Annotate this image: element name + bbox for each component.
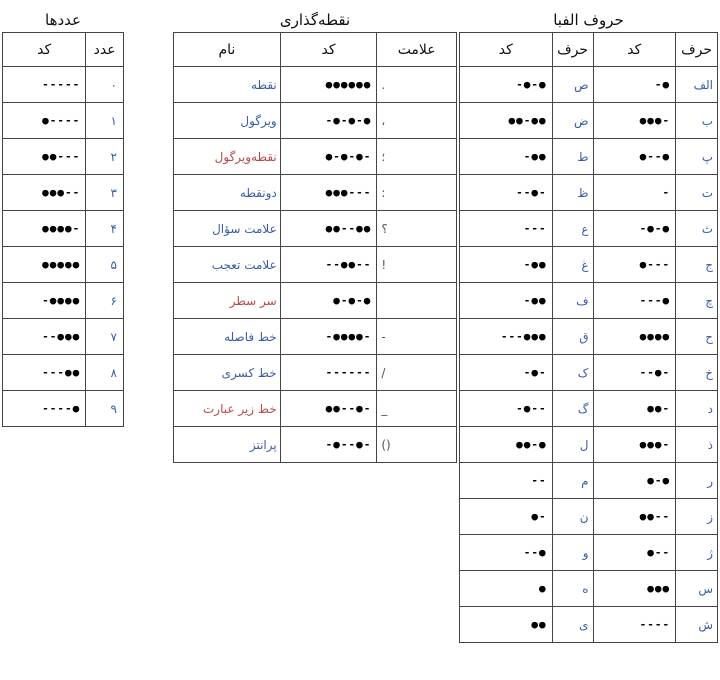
table-row [3,247,124,283]
punctuation-sign-cell: ، [377,103,457,139]
table-row [460,247,718,283]
letter-code-cell: -● [593,67,676,103]
letter-cell: ز [676,499,718,535]
table-row [460,355,718,391]
number-code-cell: --●●● [3,319,86,355]
letter-cell: ش [676,607,718,643]
digit-cell: ۵ [86,247,124,283]
table-row [460,103,718,139]
punctuation-code-cell: -●●●●- [280,319,377,355]
letter-cell: س [676,571,718,607]
punctuation-code-cell: ●●●--- [280,175,377,211]
numbers-header-code: کد [3,33,86,67]
letter-code-cell: -●-● [460,67,553,103]
letter-cell: ک [552,355,593,391]
letter-code-cell: -●● [460,247,553,283]
letter-code-cell: -●● [460,283,553,319]
digit-cell: ۶ [86,283,124,319]
punctuation-sign-cell: ؛ [377,139,457,175]
letter-cell: ی [552,607,593,643]
letter-code-cell: ●●●● [593,319,676,355]
numbers-table [2,32,124,427]
letter-cell: ج [676,247,718,283]
digit-cell: ۷ [86,319,124,355]
letter-code-cell: -●- [460,355,553,391]
alphabet-section [459,8,718,643]
digit-cell: ۸ [86,355,124,391]
letter-cell: م [552,463,593,499]
punctuation-name-cell: دونقطه [174,175,281,211]
number-code-cell: ●●●●- [3,211,86,247]
letter-code-cell: ●●-● [460,427,553,463]
digit-cell: ۴ [86,211,124,247]
number-code-cell: ●---- [3,103,86,139]
letter-cell: ذ [676,427,718,463]
letter-cell: چ [676,283,718,319]
numbers-header-digit: عدد [86,33,124,67]
table-row [3,175,124,211]
table-row [3,283,124,319]
punctuation-name-cell: خط فاصله [174,319,281,355]
letter-code-cell: ●●- [593,391,676,427]
digit-cell: ۲ [86,139,124,175]
table-row [460,391,718,427]
table-row [174,247,457,283]
letter-code-cell: ●● [460,607,553,643]
letter-cell: ث [676,211,718,247]
punctuation-header-sign: علامت [377,33,457,67]
table-row [460,175,718,211]
punctuation-sign-cell: ! [377,247,457,283]
letter-cell: ع [552,211,593,247]
punctuation-name-cell: خط کسری [174,355,281,391]
letter-code-cell: ●--- [593,247,676,283]
punctuation-code-cell: ●●--●- [280,391,377,427]
digit-cell: ۹ [86,391,124,427]
letter-code-cell: ●-- [593,535,676,571]
punctuation-code-cell: ●-●-●- [280,139,377,175]
table-row [460,499,718,535]
punctuation-sign-cell: / [377,355,457,391]
alphabet-title: حروف الفبا [553,11,624,29]
letter-code-cell: -●● [460,139,553,175]
punctuation-name-cell: نقطه [174,67,281,103]
letter-code-cell: ●--● [593,139,676,175]
table-row [3,355,124,391]
table-row [460,283,718,319]
alphabet-header-letter-left: حرف [552,33,593,67]
alphabet-header-code-left: کد [460,33,553,67]
numbers-title: عددها [45,11,81,29]
letter-code-cell: -- [460,463,553,499]
number-code-cell: -●●●● [3,283,86,319]
punctuation-code-cell: ●●--●● [280,211,377,247]
punctuation-sign-cell: _ [377,391,457,427]
letter-cell: ق [552,319,593,355]
letter-code-cell: ●●●- [593,427,676,463]
letter-code-cell: --●- [593,355,676,391]
letter-cell: ح [676,319,718,355]
letter-code-cell: ---- [593,607,676,643]
letter-cell: ظ [552,175,593,211]
number-code-cell: ----- [3,67,86,103]
table-row [3,139,124,175]
table-row [174,283,457,319]
table-row [460,427,718,463]
letter-code-cell: --- [460,211,553,247]
digit-cell: ۰ [86,67,124,103]
numbers-section [2,8,124,427]
punctuation-sign-cell: () [377,427,457,463]
number-code-cell: ●●●●● [3,247,86,283]
table-row [174,139,457,175]
letter-cell: پ [676,139,718,175]
letter-code-cell: ●●-- [593,499,676,535]
letter-code-cell: --● [460,535,553,571]
letter-code-cell: ---● [593,283,676,319]
letter-cell: گ [552,391,593,427]
letter-code-cell: ●●● [593,571,676,607]
punctuation-name-cell: علامت سؤال [174,211,281,247]
punctuation-name-cell: علامت تعجب [174,247,281,283]
letter-code-cell: --●- [460,175,553,211]
letter-cell: خ [676,355,718,391]
letter-cell: ژ [676,535,718,571]
table-row [3,211,124,247]
letter-cell: و [552,535,593,571]
letter-code-cell: ●-● [593,463,676,499]
table-row [460,607,718,643]
table-row [460,535,718,571]
table-row [3,391,124,427]
letter-cell: غ [552,247,593,283]
table-row [460,139,718,175]
punctuation-sign-cell [377,283,457,319]
letter-cell: ن [552,499,593,535]
punctuation-header-code: کد [280,33,377,67]
alphabet-header-code-right: کد [593,33,676,67]
table-row [460,211,718,247]
letter-cell: ه [552,571,593,607]
table-row [3,67,124,103]
table-row [174,391,457,427]
letter-cell: ب [676,103,718,139]
punctuation-code-cell: -●--●- [280,427,377,463]
digit-cell: ۳ [86,175,124,211]
letter-code-cell: - [593,175,676,211]
number-code-cell: ---●● [3,355,86,391]
number-code-cell: ----● [3,391,86,427]
table-row [174,175,457,211]
punctuation-table [173,32,457,463]
letter-code-cell: ---●●● [460,319,553,355]
punctuation-title: نقطه‌گذاری [279,11,351,29]
table-row [174,355,457,391]
punctuation-section [173,8,457,463]
punctuation-sign-cell: ؟ [377,211,457,247]
table-row [174,211,457,247]
table-row [174,103,457,139]
alphabet-header-letter-right: حرف [676,33,718,67]
punctuation-sign-cell: - [377,319,457,355]
table-row [460,319,718,355]
punctuation-name-cell: ویرگول [174,103,281,139]
letter-cell: د [676,391,718,427]
number-code-cell: ●●●-- [3,175,86,211]
punctuation-code-cell: ●●●●●● [280,67,377,103]
letter-cell: ف [552,283,593,319]
letter-code-cell: ●●●- [593,103,676,139]
punctuation-code-cell: -●-●-● [280,103,377,139]
alphabet-table [459,32,718,643]
punctuation-name-cell: نقطه‌ویرگول [174,139,281,175]
table-row [3,103,124,139]
number-code-cell: ●●--- [3,139,86,175]
table-row [460,463,718,499]
letter-cell: ص [552,67,593,103]
letter-code-cell: -●-- [460,391,553,427]
table-row [460,571,718,607]
table-row [174,67,457,103]
letter-cell: ل [552,427,593,463]
letter-code-cell: ●●-●● [460,103,553,139]
punctuation-header-name: نام [174,33,281,67]
table-row [174,319,457,355]
table-row [460,67,718,103]
letter-cell: ت [676,175,718,211]
letter-cell: الف [676,67,718,103]
letter-cell: ر [676,463,718,499]
letter-code-cell: -●-● [593,211,676,247]
punctuation-name-cell: خط زیر عبارت [174,391,281,427]
punctuation-name-cell: سر سطر [174,283,281,319]
letter-code-cell: ● [460,571,553,607]
punctuation-sign-cell: . [377,67,457,103]
table-row [174,427,457,463]
letter-cell: ط [552,139,593,175]
punctuation-code-cell: ●-●-● [280,283,377,319]
letter-cell: ض [552,103,593,139]
punctuation-code-cell: ------ [280,355,377,391]
punctuation-sign-cell: : [377,175,457,211]
digit-cell: ۱ [86,103,124,139]
letter-code-cell: ●- [460,499,553,535]
table-row [3,319,124,355]
punctuation-code-cell: --●●-- [280,247,377,283]
punctuation-name-cell: پرانتز [174,427,281,463]
